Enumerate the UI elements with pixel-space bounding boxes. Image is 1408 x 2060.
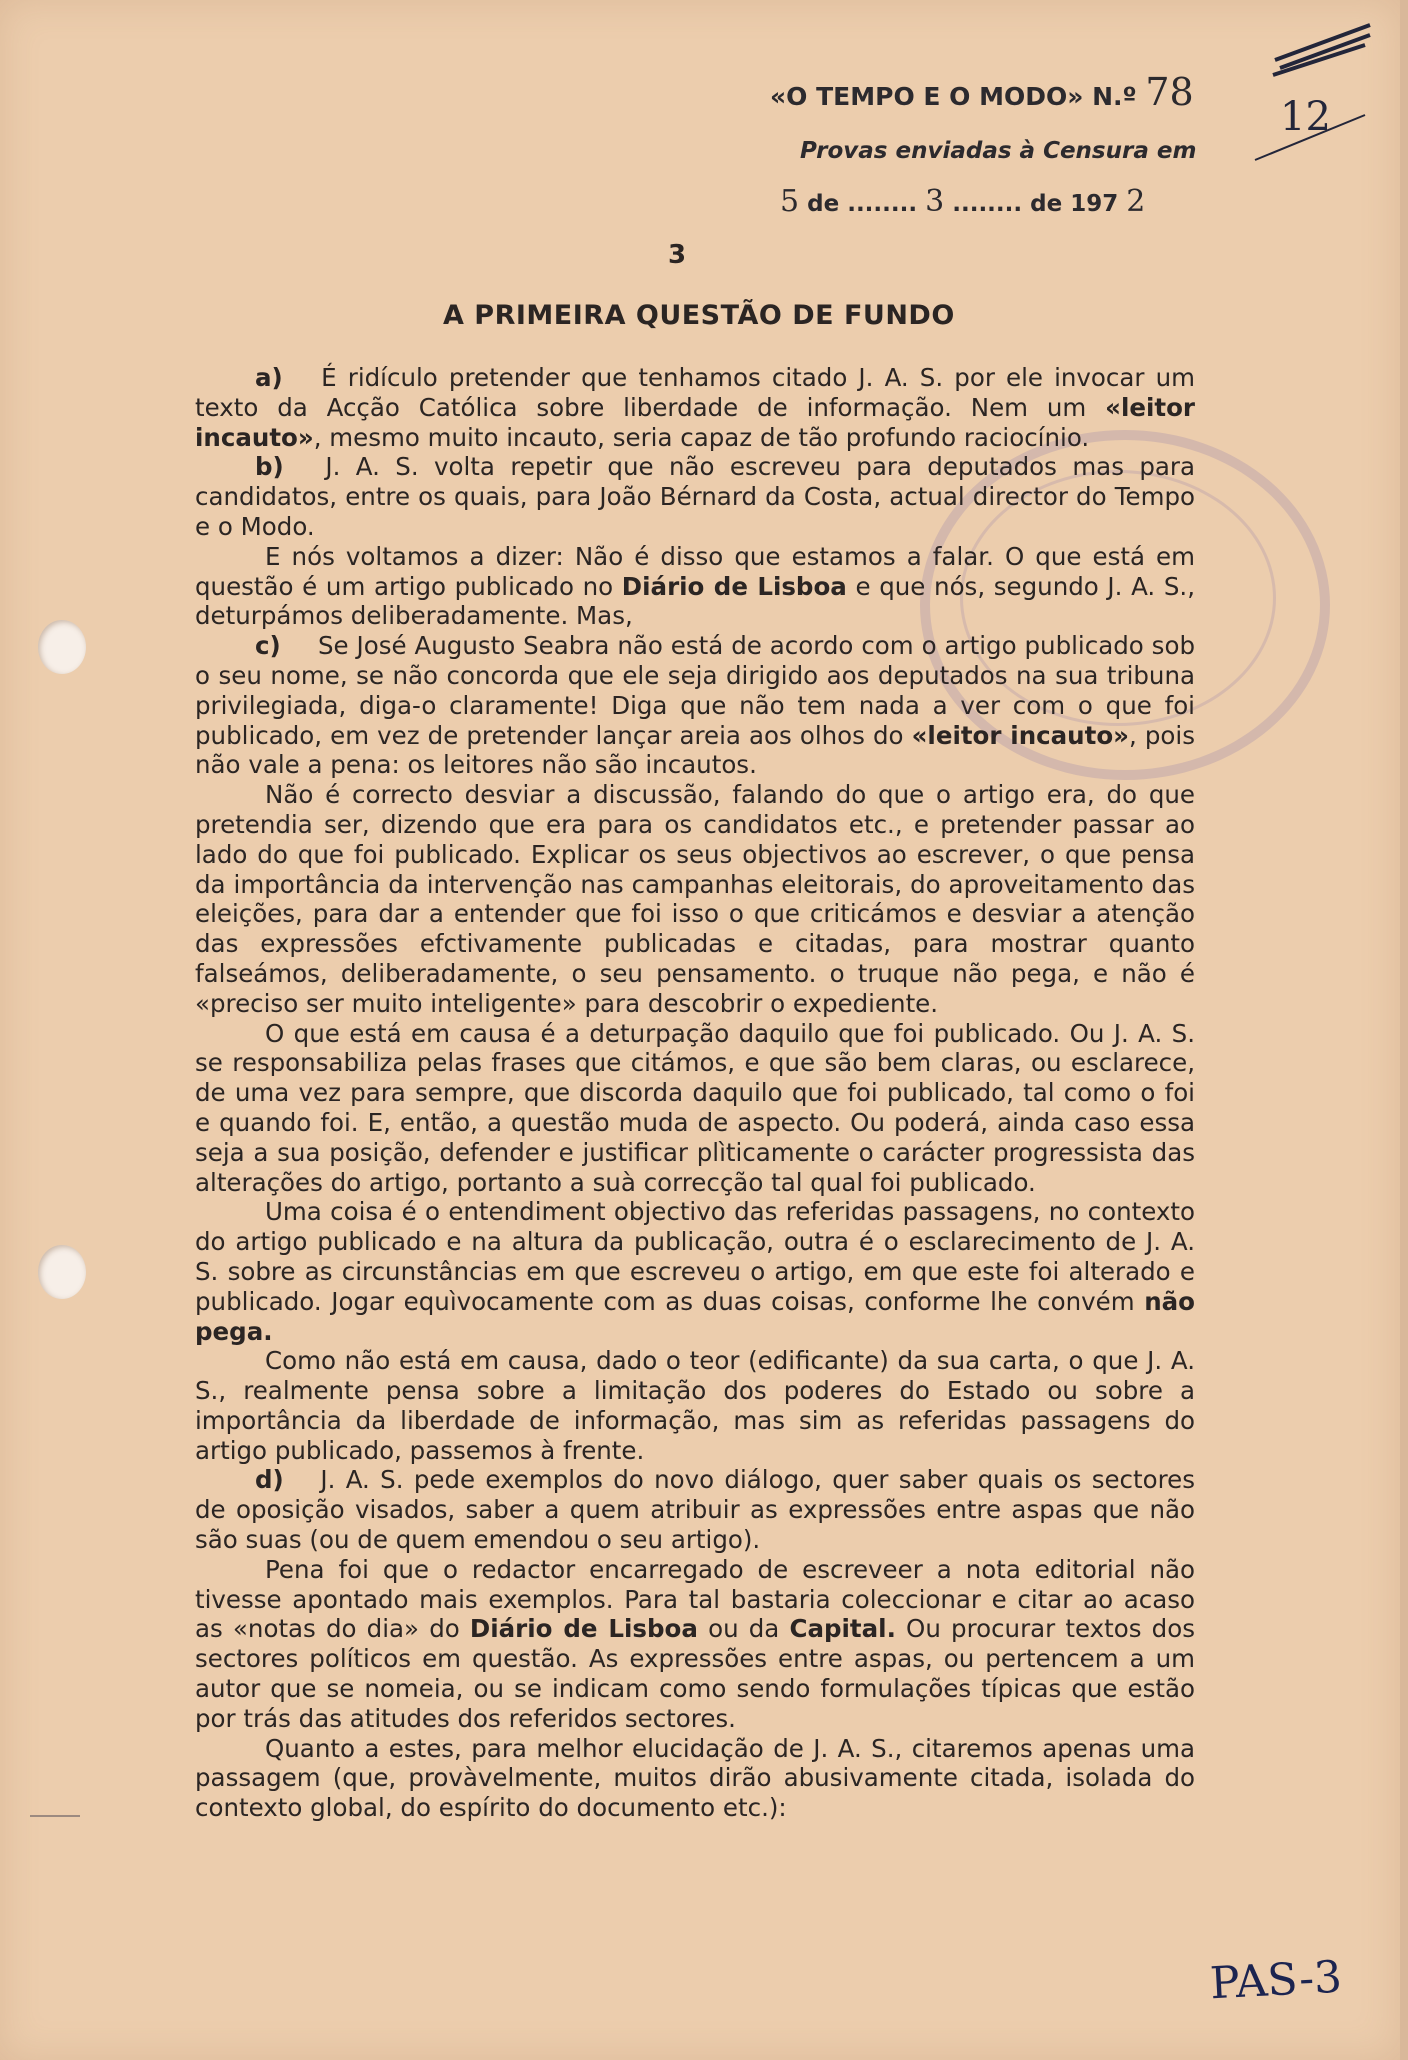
paragraph-7: Uma coisa é o entendiment objectivo das referidas passagens, no contexto do artigo publicado e na altura da publicação, outra é o esclarecimento de J. A. S. sobre as circunstâncias em que escreveu o artigo, em que este foi alterado e publicado. Jogar equìvocamente com as duas coisas, conforme lhe convém não pega. [195, 1197, 1195, 1346]
article-body [195, 363, 1195, 1823]
punch-hole-bottom [38, 1245, 86, 1299]
paragraph-5: Não é correcto desviar a discussão, falando do que o artigo era, do que pretendia ser, dizendo que era para os candidatos etc., e pretender passar ao lado do que foi publicado. Explicar os seus objectivos ao escrever, o que pensa da importância da intervenção nas campanhas eleitorais, do aproveitamento das eleições, para dar a entender que foi isso o que criticámos e desviar a atenção das expressões efctivamente publicadas e citadas, para mostrar quanto falseámos, deliberadamente, o seu pensamento. o truque não pega, e não é «preciso ser muito inteligente» para descobrir o expediente. [195, 780, 1195, 1018]
article-title: A PRIMEIRA QUESTÃO DE FUNDO [443, 300, 955, 331]
paragraph-6: O que está em causa é a deturpação daquilo que foi publicado. Ou J. A. S. se responsabiliza pelas frases que citámos, e que são bem claras, ou esclarece, de uma vez para sempre, que discorda daquilo que foi publicado, tal como o foi e quando foi. E, então, a questão muda de aspecto. Ou poderá, ainda caso essa seja a sua posição, defender e justificar plìticamente o carácter progressista das alterações do artigo, portanto a suà correcção tal qual foi publicado. [195, 1018, 1195, 1197]
handwritten-year-digit: 2 [1126, 184, 1146, 219]
stamp-line-issue: «O TEMPO E O MODO» N.º 78 [770, 70, 1194, 114]
punch-hole-top [38, 620, 86, 674]
handwritten-issue-number: 78 [1145, 70, 1194, 114]
handwritten-day: 5 [780, 184, 800, 219]
page-number: 3 [668, 240, 687, 270]
handwritten-month: 3 [925, 184, 945, 219]
paragraph-a: a) É ridículo pretender que tenhamos citado J. A. S. por ele invocar um texto da Acção Católica sobre liberdade de informação. Nem um «leitor incauto», mesmo muito incauto, seria capaz de tão profundo raciocínio. [195, 363, 1195, 452]
paragraph-8: Como não está em causa, dado o teor (edificante) da sua carta, o que J. A. S., realmente pensa sobre a limitação dos poderes do Estado ou sobre a importância da liberdade de informação, mas sim as referidas passagens do artigo publicado, passemos à frente. [195, 1346, 1195, 1465]
handwritten-page-code: PAS-3 [1208, 1951, 1344, 2010]
paragraph-c: c) Se José Augusto Seabra não está de acordo com o artigo publicado sob o seu nome, se não concorda que ele seja dirigido aos deputados na sua tribuna privilegiada, diga-o claramente! Diga que não tem nada a ver com o que foi publicado, em vez de pretender lançar areia aos olhos do «leitor incauto», pois não vale a pena: os leitores não são incautos. [195, 631, 1195, 780]
corner-handwriting [1245, 20, 1395, 170]
stamp-line-sent: Provas enviadas à Censura em [800, 138, 1197, 164]
page-edge [1400, 0, 1408, 2060]
censorship-stamp [770, 70, 1210, 219]
paragraph-11: Quanto a estes, para melhor elucidação de J. A. S., citaremos apenas uma passagem (que, provàvelmente, muitos dirão abusivamente citada, isolada do contexto global, do espírito do documento etc.): [195, 1733, 1195, 1823]
stamp-line-date: 5 de ........ 3 ........ de 197 2 [780, 184, 1146, 219]
paragraph-10: Pena foi que o redactor encarregado de escreveer a nota editorial não tivesse apontado mais exemplos. Para tal bastaria coleccionar e citar ao acaso as «notas do dia» do Diário de Lisboa ou da Capital. Ou procurar textos dos sectores políticos em questão. As expressões entre aspas, ou pertencem a um autor que se nomeia, ou se indicam como sendo formulações típicas que estão por trás das atitudes dos referidos sectores. [195, 1554, 1195, 1733]
paragraph-b: b) J. A. S. volta repetir que não escreveu para deputados mas para candidatos, entre os quais, para João Bérnard da Costa, actual director do Tempo e o Modo. [195, 452, 1195, 541]
paragraph-d: d) J. A. S. pede exemplos do novo diálogo, quer saber quais os sectores de oposição visados, saber a quem atribuir as expressões entre aspas que não são suas (ou de quem emendou o seu artigo). [195, 1465, 1195, 1555]
corner-number: 12 [1280, 94, 1331, 140]
paragraph-3: E nós voltamos a dizer: Não é disso que estamos a falar. O que está em questão é um artigo publicado no Diário de Lisboa e que nós, segundo J. A. S., deturpámos deliberadamente. Mas, [195, 541, 1195, 631]
margin-mark [30, 1815, 80, 1817]
